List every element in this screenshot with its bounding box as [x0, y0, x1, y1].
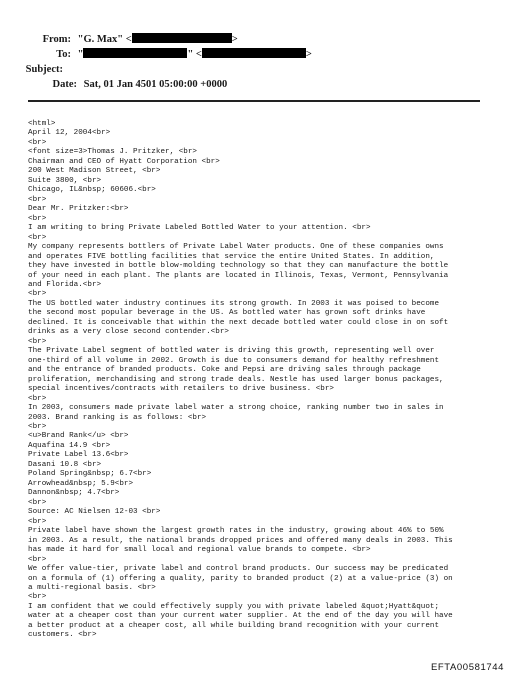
body-line: <html>: [28, 120, 56, 128]
email-body: [28, 120, 490, 641]
body-line: <br>: [28, 214, 47, 223]
body-line: and operates FIVE bottling facilities that service the entire United States. In addition,: [28, 252, 435, 261]
from-close: >: [231, 34, 238, 45]
body-line: on a formula of (1) offering a quality, parity to branded product (2) at a value-price (3) on: [28, 574, 453, 583]
to-row: [0, 47, 312, 63]
header-divider: [28, 100, 480, 102]
body-line: Dasani 10.8 <br>: [28, 460, 102, 469]
body-line: Poland Spring&nbsp; 6.7<br>: [28, 470, 152, 479]
body-line: <u>Brand Rank</u> <br>: [28, 432, 129, 441]
body-line: <br>: [28, 498, 47, 507]
body-line: April 12, 2004<br>: [28, 129, 111, 138]
body-line: Dear Mr. Pritzker:<br>: [28, 205, 129, 214]
body-line: Aquafina 14.9 <br>: [28, 441, 111, 450]
body-line: they have invested in bottle blow-molding technology so that they can manufacture the bottle: [28, 262, 449, 271]
body-line: customers. <br>: [28, 631, 97, 640]
body-line: <br>: [28, 195, 47, 204]
body-line: <br>: [28, 517, 47, 526]
body-line: Chicago, IL&nbsp; 60606.<br>: [28, 186, 156, 195]
subject-label: Subject:: [25, 64, 63, 75]
body-line: In 2003, consumers made private label water a strong choice, ranking number two in sales in: [28, 404, 444, 413]
body-line: and the entrance of branded products. Coke and Pepsi are driving sales through package: [28, 366, 421, 375]
body-line: <font size=3>Thomas J. Pritzker, <br>: [28, 148, 197, 157]
to-value: ": [77, 49, 84, 60]
body-line: water at a cheaper cost than your current water supplier. At the end of the day you will have: [28, 612, 453, 621]
to-label: To:: [56, 49, 71, 60]
body-line: the second most popular beverage in the US. As bottled water has grown soft drinks have: [28, 309, 426, 318]
body-line: proliferation, merchandising and strong trade deals. Nestle has used larger bonus packages,: [28, 375, 444, 384]
body-line: Private Label 13.6<br>: [28, 451, 129, 460]
date-label: Date:: [52, 79, 77, 90]
body-line: a multi-regional basis. <br>: [28, 583, 156, 592]
to-close: >: [305, 49, 312, 60]
body-line: a better product at a cheaper cost, all while building brand recognition with your current: [28, 621, 440, 630]
body-line: Chairman and CEO of Hyatt Corporation <br>: [28, 157, 220, 166]
body-line: <br>: [28, 233, 47, 242]
from-row: [0, 32, 238, 48]
redaction-block: [202, 48, 306, 58]
from-label: From:: [42, 34, 71, 45]
body-line: Arrowhead&nbsp; 5.9<br>: [28, 479, 134, 488]
body-line: in 2003. As a result, the national brands dropped prices and offered many deals in 2003. This: [28, 536, 453, 545]
body-line: <br>: [28, 555, 47, 564]
body-line: The Private Label segment of bottled water is driving this growth, representing well over: [28, 347, 435, 356]
date-row: [0, 77, 227, 93]
document-id: EFTA00581744: [430, 662, 504, 673]
body-line: has made it hard for small local and regional value brands to compete. <br>: [28, 546, 371, 555]
redaction-block: [132, 33, 232, 43]
body-line: 2003. Brand ranking is as follows: <br>: [28, 413, 207, 422]
body-line: and Florida.<br>: [28, 280, 102, 289]
date-value: Sat, 01 Jan 4501 05:00:00 +0000: [83, 79, 228, 90]
body-line: I am confident that we could effectively supply you with private labeled &quot;Hyatt&quot;: [28, 602, 440, 611]
body-line: <br>: [28, 138, 47, 147]
body-line: 200 West Madison Street, <br>: [28, 167, 161, 176]
body-line: Private label have shown the largest growth rates in the industry, growing about 46% to 50%: [28, 527, 444, 536]
body-line: drinks as a very close second contender.<br>: [28, 328, 229, 337]
to-mid: " <: [187, 49, 202, 60]
body-line: The US bottled water industry continues its strong growth. In 2003 it was poised to become: [28, 299, 440, 308]
from-value: "G. Max" <: [77, 34, 132, 45]
body-line: declined. It is conceivable that within the next decade bottled water could close in on soft: [28, 318, 449, 327]
body-line: <br>: [28, 290, 47, 299]
redaction-block: [83, 48, 187, 58]
body-line: <br>: [28, 423, 47, 431]
body-line: of your need in each plant. The plants are located in Illinois, Texas, Vermont, Pennsylvania: [28, 271, 449, 280]
body-line: <br>: [28, 593, 47, 602]
body-line: Dannon&nbsp; 4.7<br>: [28, 489, 120, 498]
body-line: We offer value-tier, private label and control brand products. Our success may be predicated: [28, 565, 449, 574]
body-line: My company represents bottlers of Private Label Water products. One of these companies owns: [28, 243, 444, 252]
body-line: I am writing to bring Private Labeled Bottled Water to your attention. <br>: [28, 224, 371, 233]
body-line: Suite 3800, <br>: [28, 176, 102, 185]
subject-row: [0, 62, 67, 78]
body-line: <br>: [28, 394, 47, 403]
body-line: <br>: [28, 337, 47, 346]
body-line: special incentives/contracts with retailers to drive business. <br>: [28, 385, 334, 394]
body-line: one-third of all volume in 2002. Growth is due to consumers demand for healthy refreshment: [28, 356, 440, 365]
body-line: Source: AC Nielsen 12-03 <br>: [28, 508, 161, 517]
